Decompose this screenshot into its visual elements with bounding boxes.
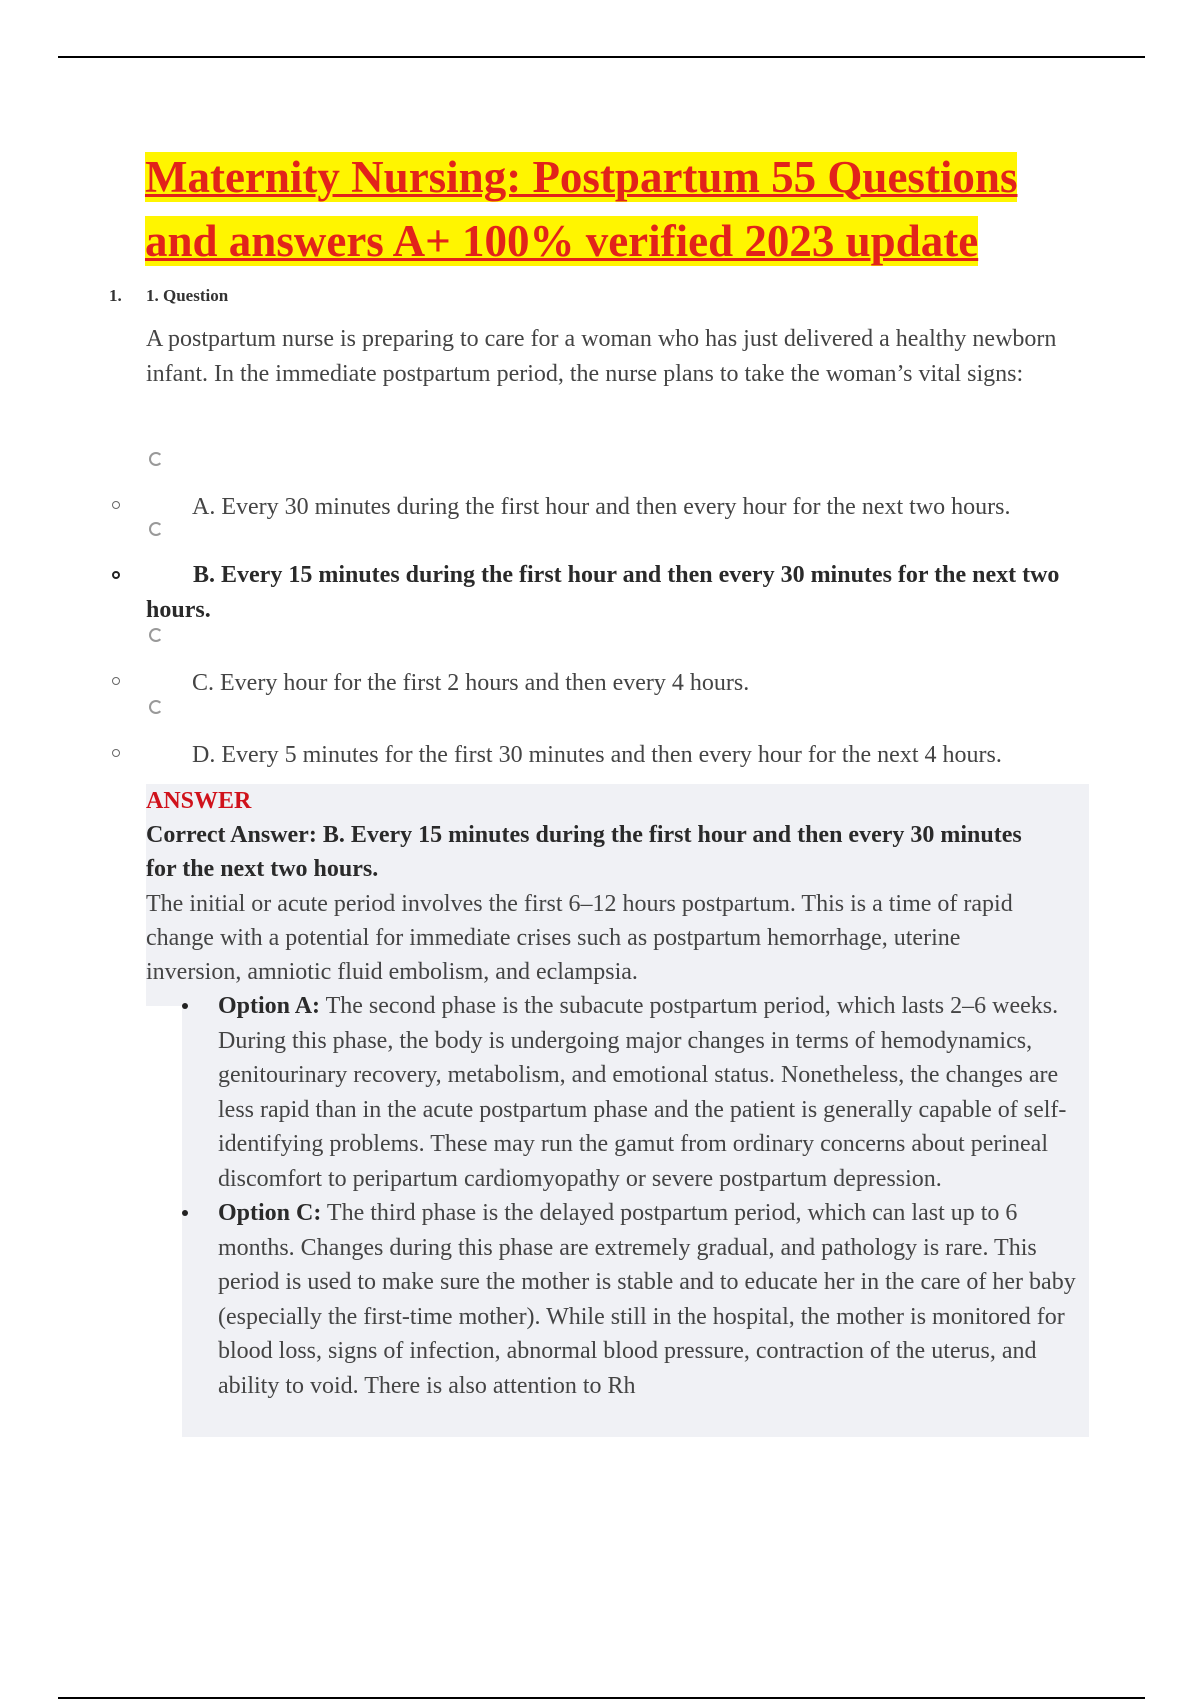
circle-bullet-icon: [112, 749, 120, 757]
list-item: [182, 1196, 1087, 1403]
list-item-text: The third phase is the delayed postpartum period, which can last up to 6 months. Changes during this phase are extremely gradual, and pathology is rare. This period is used to make sure the mother is stable and to educate her in the care of her baby (especially the first-time mother). While still in the hospital, the mother is monitored for blood loss, signs of infection, abnormal blood pressure, contraction of the uterus, and ability to void. There is also attention to Rh: [218, 1200, 1076, 1399]
correct-answer: Correct Answer: B. Every 15 minutes during the first hour and then every 30 minutes for the next two hours.: [146, 822, 1022, 882]
answer-explanation: The initial or acute period involves the first 6–12 hours postpartum. This is a time of rapid change with a potential for immediate crises such as postpartum hemorrhage, uterine inversion, amniotic fluid embolism, and eclampsia.: [146, 891, 1013, 985]
option-a-label: A. Every 30 minutes during the first hour and then every hour for the next two hours.: [192, 494, 1011, 520]
document-title: [145, 145, 1085, 273]
radio-icon[interactable]: [149, 700, 163, 714]
option-b-label: B. Every 15 minutes during the first hour and then every 30 minutes for the next two hours.: [146, 562, 1060, 623]
bottom-rule: [58, 1697, 1145, 1699]
circle-bullet-icon: [112, 501, 120, 509]
option-c-label: C. Every hour for the first 2 hours and then every 4 hours.: [192, 670, 750, 696]
bullet-dot-icon: [182, 1003, 188, 1009]
question-heading: 1. Question: [146, 286, 229, 305]
answer-label: ANSWER: [146, 788, 252, 814]
circle-bullet-icon: [112, 571, 120, 579]
option-d-label: D. Every 5 minutes for the first 30 minutes and then every hour for the next 4 hours.: [192, 742, 1002, 768]
list-item-title: Option C:: [218, 1200, 322, 1226]
rationale-list: [182, 989, 1087, 1403]
panel-gutter: [146, 1006, 182, 1437]
radio-icon[interactable]: [149, 452, 163, 466]
list-item: [182, 989, 1087, 1196]
list-item-title: Option A:: [218, 993, 321, 1019]
bullet-dot-icon: [182, 1210, 188, 1216]
title-line-2: and answers A+ 100% verified 2023 update: [145, 216, 979, 266]
top-rule: [58, 56, 1145, 58]
question-text: A postpartum nurse is preparing to care for a woman who has just delivered a healthy newborn infant. In the immediate postpartum period, the nurse plans to take the woman’s vital signs:: [146, 326, 1057, 387]
list-item-text: The second phase is the subacute postpartum period, which lasts 2–6 weeks. During this phase, the body is undergoing major changes in terms of hemodynamics, genitourinary recovery, metabolism, and emotional status. Nonetheless, the changes are less rapid than in the acute postpartum phase and the patient is generally capable of self-identifying problems. These may run the gamut from ordinary concerns about perineal discomfort to peripartum cardiomyopathy or severe postpartum depression.: [218, 993, 1067, 1192]
title-line-1: Maternity Nursing: Postpartum 55 Questions: [145, 152, 1018, 202]
radio-icon[interactable]: [149, 628, 163, 642]
radio-icon[interactable]: [149, 522, 163, 536]
circle-bullet-icon: [112, 677, 120, 685]
question-number: 1.: [109, 286, 122, 305]
